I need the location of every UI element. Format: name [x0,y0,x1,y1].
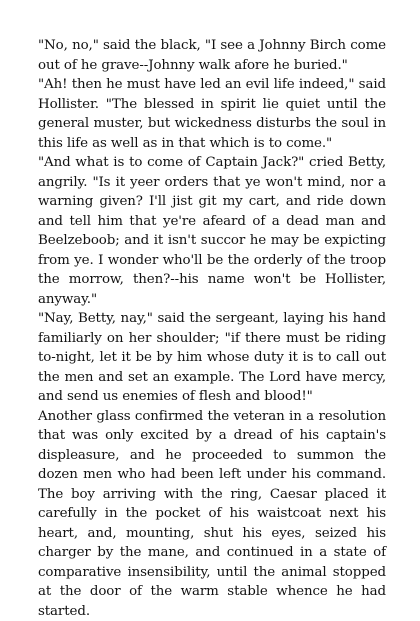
paragraph: "Nay, Betty, nay," said the sergeant, laying his hand familiarly on her shoulder; "if there must be riding to-night, let it be by him whose duty it is to call out the men and set an example. The Lord have mercy, and send us enemies of flesh and blood!" [38,309,386,407]
paragraph: "No, no," said the black, "I see a Johnny Birch come out of he grave--Johnny walk afore he buried." [38,36,386,75]
document-page [38,36,386,621]
paragraph: "And what is to come of Captain Jack?" cried Betty, angrily. "Is it yeer orders that ye won't mind, nor a warning given? I'll jist git my cart, and ride down and tell him that ye're afeard of a dead man and Beelzeboob; and it isn't succor he may be expicting from ye. I wonder who'll be the orderly of the troop the morrow, then?--his name won't be Hollister, anyway." [38,153,386,309]
paragraph: "Ah! then he must have led an evil life indeed," said Hollister. "The blessed in spirit lie quiet until the general muster, but wickedness disturbs the soul in this life as well as in that which is to come." [38,75,386,153]
paragraph: Another glass confirmed the veteran in a resolution that was only excited by a dread of his captain's displeasure, and he proceeded to summon the dozen men who had been left under his command. The boy arriving with the ring, Caesar placed it carefully in the pocket of his waistcoat next his heart, and, mounting, shut his eyes, seized his charger by the mane, and continued in a state of comparative insensibility, until the animal stopped at the door of the warm stable whence he had started. [38,407,386,621]
